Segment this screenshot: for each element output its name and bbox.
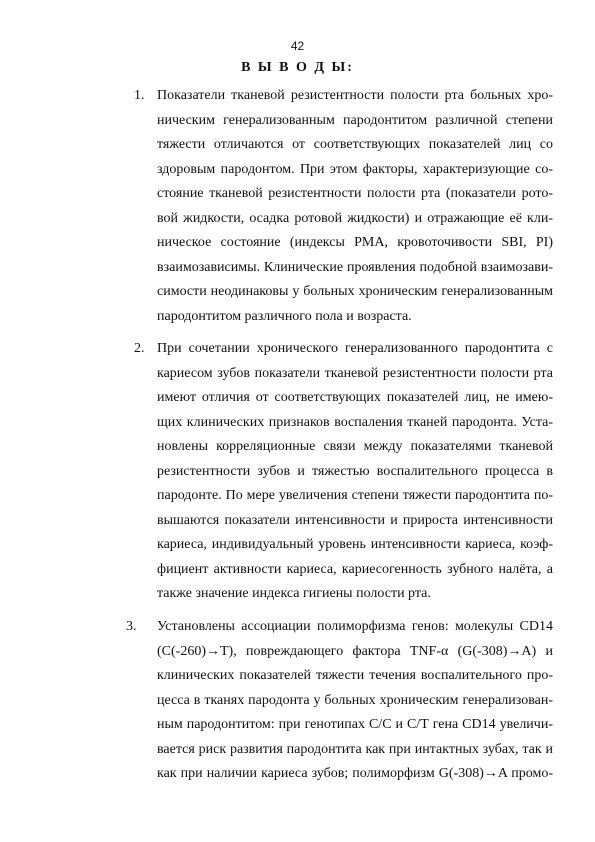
text-line: вается риск развития пародонтита как при интактных зубах, так и: [157, 741, 553, 757]
text-line: ным пародонтитом: при генотипах С/С и С/Т гена CD14 увеличи-: [157, 717, 553, 732]
section-heading: В Ы В О Д Ы:: [241, 60, 354, 75]
page-number: 42: [290, 39, 305, 53]
item-number: 3.: [126, 619, 137, 634]
text-line: здоровым пародонтом. При этом факторы, характеризующие со-: [157, 161, 553, 177]
text-line: как при наличии кариеса зубов; полиморфизм G(-308)→A промо-: [157, 766, 553, 781]
text-line: кариеса, индивидуальный уровень интенсивности кариеса, коэф-: [157, 537, 553, 552]
item-text: [157, 337, 553, 607]
item-number: 2.: [134, 341, 145, 356]
text-line: вой жидкости, осадка ротовой жидкости) и отражающие её кли-: [157, 210, 553, 226]
text-line: пародонте. По мере увеличения степени тяжести пародонтита по-: [157, 488, 553, 503]
text-line: пародонтитом различного пола и возраста.: [157, 308, 412, 324]
text-line: (С(-260)→Т), повреждающего фактора TNF-α (G(-308)→A) и: [157, 643, 553, 659]
text-line: ническим генерализованным пародонтитом различной степени: [157, 112, 553, 128]
text-line: кариесом зубов показатели тканевой резистентности полости рта: [157, 365, 553, 381]
text-line: новлены корреляционные связи между показателями тканевой: [157, 439, 553, 454]
text-line: симости неодинаковы у больных хроническим генерализованным: [157, 284, 553, 299]
text-line: клинических показателей тяжести течения воспалительного про-: [157, 668, 553, 683]
item-number: 1.: [134, 88, 145, 103]
text-line: вышаются показатели интенсивности и прироста интенсивности: [157, 512, 553, 528]
text-line: также значение индекса гигиены полости рта.: [157, 586, 431, 601]
conclusion-item-1: [134, 84, 553, 329]
text-line: щих клинических признаков воспаления тканей пародонта. Уста-: [157, 414, 553, 430]
text-line: Установлены ассоциации полиморфизма генов: молекулы CD14: [157, 619, 553, 634]
text-line: При сочетании хронического генерализованного пародонтита с: [157, 341, 553, 356]
text-line: стояние тканевой резистентности полости рта (показатели рото-: [157, 186, 553, 201]
text-line: взаимозависимы. Клинические проявления подобной взаимозави-: [157, 259, 553, 275]
item-text: [157, 615, 553, 787]
text-line: Показатели тканевой резистентности полости рта больных хро-: [157, 88, 553, 103]
conclusion-item-3: [126, 615, 553, 787]
text-line: фициент активности кариеса, кариесогенность зубного налёта, а: [157, 561, 553, 577]
text-line: резистентности зубов и тяжестью воспалительного процесса в: [157, 463, 553, 479]
text-line: ническое состояние (индексы РМА, кровоточивости SBI, PI): [157, 235, 553, 250]
item-text: [157, 84, 553, 329]
text-line: цесса в тканях пародонта у больных хроническим генерализован-: [157, 692, 553, 708]
conclusion-item-2: [134, 337, 553, 607]
text-line: тяжести отличаются от соответствующих показателей лиц со: [157, 137, 553, 152]
text-line: имеют отличия от соответствующих показателей лиц, не имею-: [157, 390, 553, 405]
